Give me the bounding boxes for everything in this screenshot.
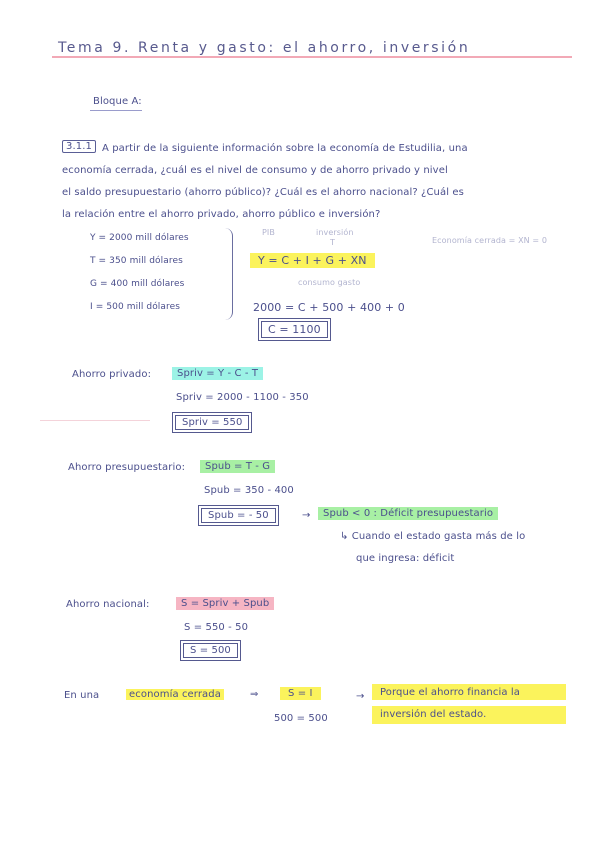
exercise-line-3: el saldo presupuestario (ahorro público)? ¿Cuál es el ahorro nacional? ¿Cuál es: [62, 187, 464, 198]
conclusion-highlight: economía cerrada: [126, 689, 224, 700]
deficit-explanation-1: ↳ Cuando el estado gasta más de lo: [340, 531, 526, 542]
ahorro-nacional-formula: S = Spriv + Spub: [176, 597, 274, 610]
section-label: Bloque A:: [93, 96, 142, 107]
substituted-equation: 2000 = C + 500 + 400 + 0: [253, 301, 405, 314]
ahorro-presupuestario-label: Ahorro presupuestario:: [68, 462, 186, 473]
faint-stroke: [40, 420, 150, 421]
annot-t: T: [330, 238, 335, 247]
conclusion-prefix: En una: [64, 690, 100, 701]
conclusion-arrow-icon: →: [356, 691, 365, 702]
ahorro-presupuestario-formula: Spub = T - G: [200, 460, 275, 473]
exercise-number: 3.1.1: [62, 140, 96, 153]
ahorro-privado-result: [172, 412, 252, 433]
arrow-icon: →: [302, 510, 311, 521]
ahorro-privado-result-text: Spriv = 550: [175, 415, 249, 430]
section-underline: [90, 110, 142, 111]
annot-pib: PIB: [262, 228, 275, 237]
ahorro-nacional-calc: S = 550 - 50: [184, 622, 249, 633]
exercise-line-4: la relación entre el ahorro privado, ahorro público e inversión?: [62, 209, 381, 220]
ahorro-presupuestario-calc: Spub = 350 - 400: [204, 485, 294, 496]
conclusion-formula: S = I: [280, 687, 321, 700]
annot-consumo-gasto: consumo gasto: [298, 278, 361, 287]
ahorro-privado-formula: Spriv = Y - C - T: [172, 367, 263, 380]
given-i: I = 500 mill dólares: [90, 302, 181, 312]
ahorro-nacional-result-text: S = 500: [183, 643, 238, 658]
conclusion-reason-1: Porque el ahorro financia la: [372, 684, 566, 700]
result-consumo: [258, 318, 331, 341]
deficit-explanation-2: que ingresa: déficit: [356, 553, 455, 564]
ahorro-privado-label: Ahorro privado:: [72, 369, 152, 380]
result-consumo-text: C = 1100: [261, 321, 328, 338]
title-underline: [52, 56, 572, 58]
given-g: G = 400 mill dólares: [90, 279, 185, 289]
main-equation: Y = C + I + G + XN: [250, 253, 375, 268]
deficit-note: Spub < 0 : Déficit presupuestario: [318, 507, 498, 520]
conclusion-reason-2: inversión del estado.: [372, 706, 566, 724]
ahorro-nacional-result: [180, 640, 241, 661]
ahorro-presupuestario-result-text: Spub = - 50: [201, 508, 276, 523]
given-y: Y = 2000 mill dólares: [90, 233, 189, 243]
exercise-line-2: economía cerrada, ¿cuál es el nivel de consumo y de ahorro privado y nivel: [62, 165, 448, 176]
exercise-line-1: A partir de la siguiente información sobre la economía de Estudilia, una: [102, 143, 468, 154]
implies-icon: ⇒: [250, 689, 259, 700]
ahorro-nacional-label: Ahorro nacional:: [66, 599, 150, 610]
page-title: Tema 9. Renta y gasto: el ahorro, inversión: [58, 40, 471, 56]
conclusion-calc: 500 = 500: [274, 713, 328, 724]
annot-economia-cerrada: Economía cerrada = XN = 0: [432, 236, 548, 245]
given-t: T = 350 mill dólares: [90, 256, 183, 266]
ahorro-privado-calc: Spriv = 2000 - 1100 - 350: [176, 392, 309, 403]
ahorro-presupuestario-result: [198, 505, 279, 526]
givens-brace: [224, 228, 233, 320]
annot-inversion: inversión: [316, 228, 354, 237]
